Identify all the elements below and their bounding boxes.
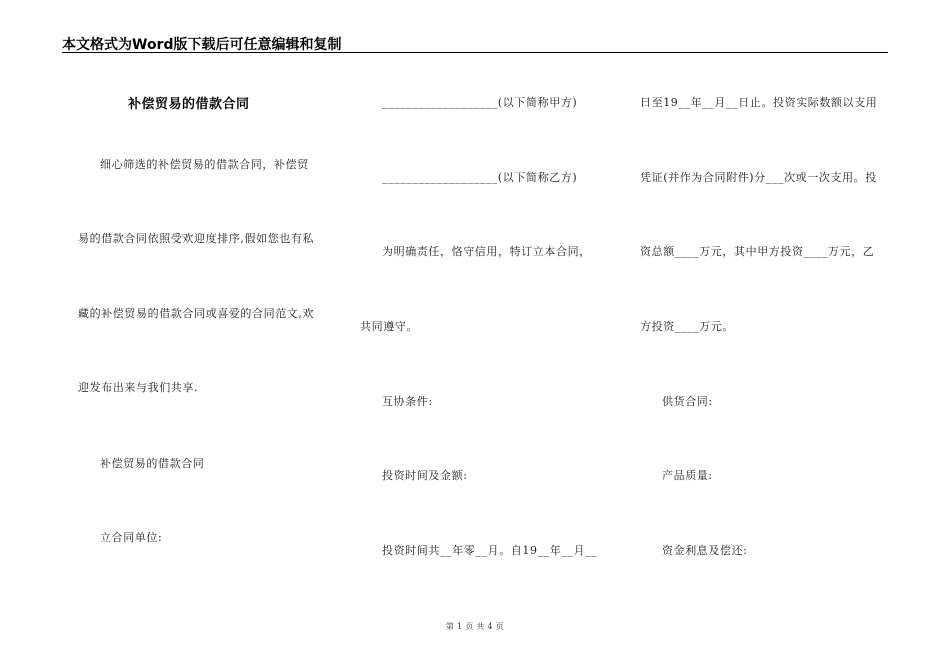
purpose-line-1: 为明确责任，恪守信用，特订立本合同， [382,245,591,258]
party-b-investment-line: 方投资____万元。 [640,320,734,333]
intro-line-4: 迎发布出来与我们共享. [78,381,199,394]
mutual-conditions-heading: 互协条件: [382,395,433,408]
purpose-line-2: 共同遵守。 [360,320,418,333]
investment-period-line: 日至19__年__月__日止。投资实际数额以支用 [640,96,878,109]
header-divider [62,52,888,53]
supply-contract-heading: 供货合同: [662,395,713,408]
document-title: 补偿贸易的借款合同 [128,97,250,112]
interest-repayment-heading: 资金利息及偿还: [662,544,748,557]
investment-time-line: 投资时间共__年零__月。自19__年__月__ [382,544,598,557]
intro-line-1: 细心筛选的补偿贸易的借款合同，补偿贸 [100,158,309,171]
contracting-party-label: 立合同单位: [100,531,163,544]
document-header: 本文格式为Word版下载后可任意编辑和复制 [62,37,342,53]
product-quality-heading: 产品质量: [662,469,713,482]
total-investment-line: 资总额____万元，其中甲方投资____万元，乙 [640,245,875,258]
intro-line-2: 易的借款合同依照受欢迎度排序,假如您也有私 [78,232,315,245]
party-a-line: ___________________(以下简称甲方) [382,96,578,109]
page-number: 第 1 页 共 4 页 [445,622,505,631]
intro-line-3: 藏的补偿贸易的借款合同或喜爱的合同范文,欢 [78,307,315,320]
contract-subtitle: 补偿贸易的借款合同 [100,457,205,470]
party-b-line: ___________________(以下简称乙方) [382,171,578,184]
investment-time-heading: 投资时间及金额: [382,469,468,482]
disbursement-line: 凭证(并作为合同附件)分___次或一次支用。投 [640,171,877,184]
